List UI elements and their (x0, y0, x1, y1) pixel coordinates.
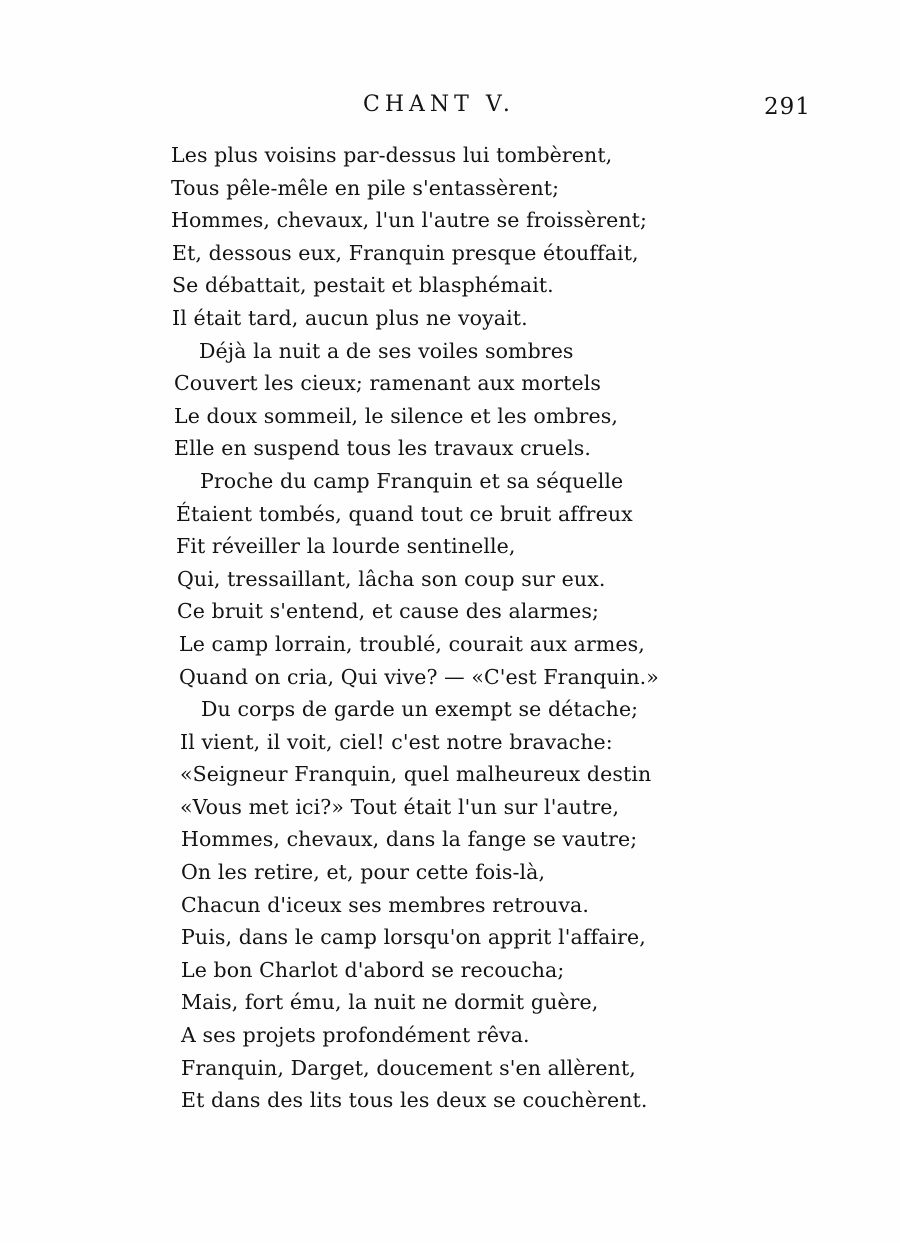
verse-line: Hommes, chevaux, l'un l'autre se froissèrent; (171, 208, 648, 233)
verse-line: «Seigneur Franquin, quel malheureux destin (180, 762, 652, 787)
running-header (0, 92, 900, 126)
verse-line: Fit réveiller la lourde sentinelle, (176, 534, 516, 559)
verse-line: Qui, tressaillant, lâcha son coup sur eux. (177, 566, 606, 591)
verse-line: A ses projets profondément rêva. (181, 1023, 530, 1048)
verse-line: Il était tard, aucun plus ne voyait. (172, 305, 528, 330)
verse-line: Étaient tombés, quand tout ce bruit affreux (176, 501, 633, 526)
verse-block (171, 139, 791, 1117)
verse-line: Quand on cria, Qui vive? — «C'est Franquin.» (179, 664, 659, 689)
verse-line: Le doux sommeil, le silence et les ombres, (174, 403, 619, 428)
verse-line: Le bon Charlot d'abord se recoucha; (181, 957, 565, 982)
verse-line-indented: Proche du camp Franquin et sa séquelle (200, 468, 624, 493)
verse-line: Puis, dans le camp lorsqu'on apprit l'affaire, (181, 925, 646, 950)
verse-line: «Vous met ici?» Tout était l'un sur l'autre, (180, 794, 620, 819)
verse-line: Mais, fort ému, la nuit ne dormit guère, (181, 990, 599, 1015)
verse-line: On les retire, et, pour cette fois-là, (181, 860, 546, 885)
chapter-title: CHANT V. (363, 92, 515, 117)
verse-line: Et, dessous eux, Franquin presque étouffait, (172, 240, 639, 265)
verse-line-indented: Déjà la nuit a de ses voiles sombres (199, 338, 574, 363)
verse-line: Hommes, chevaux, dans la fange se vautre; (181, 827, 638, 852)
verse-line: Tous pêle-mêle en pile s'entassèrent; (171, 175, 560, 200)
verse-line: Le camp lorrain, troublé, courait aux armes, (179, 631, 645, 656)
verse-line: Franquin, Darget, doucement s'en allèrent, (181, 1055, 636, 1080)
verse-line: Chacun d'iceux ses membres retrouva. (181, 892, 589, 917)
verse-line: Ce bruit s'entend, et cause des alarmes; (177, 599, 600, 624)
verse-line: Et dans des lits tous les deux se couchèrent. (181, 1088, 648, 1113)
page-number: 291 (764, 94, 811, 120)
verse-line: Couvert les cieux; ramenant aux mortels (174, 371, 601, 396)
verse-line: Elle en suspend tous les travaux cruels. (174, 436, 592, 461)
verse-line-indented: Du corps de garde un exempt se détache; (201, 697, 639, 722)
verse-line: Il vient, il voit, ciel! c'est notre bravache: (180, 729, 613, 754)
verse-line: Les plus voisins par-dessus lui tombèrent, (171, 143, 613, 167)
verse-line: Se débattait, pestait et blasphémait. (172, 273, 554, 298)
